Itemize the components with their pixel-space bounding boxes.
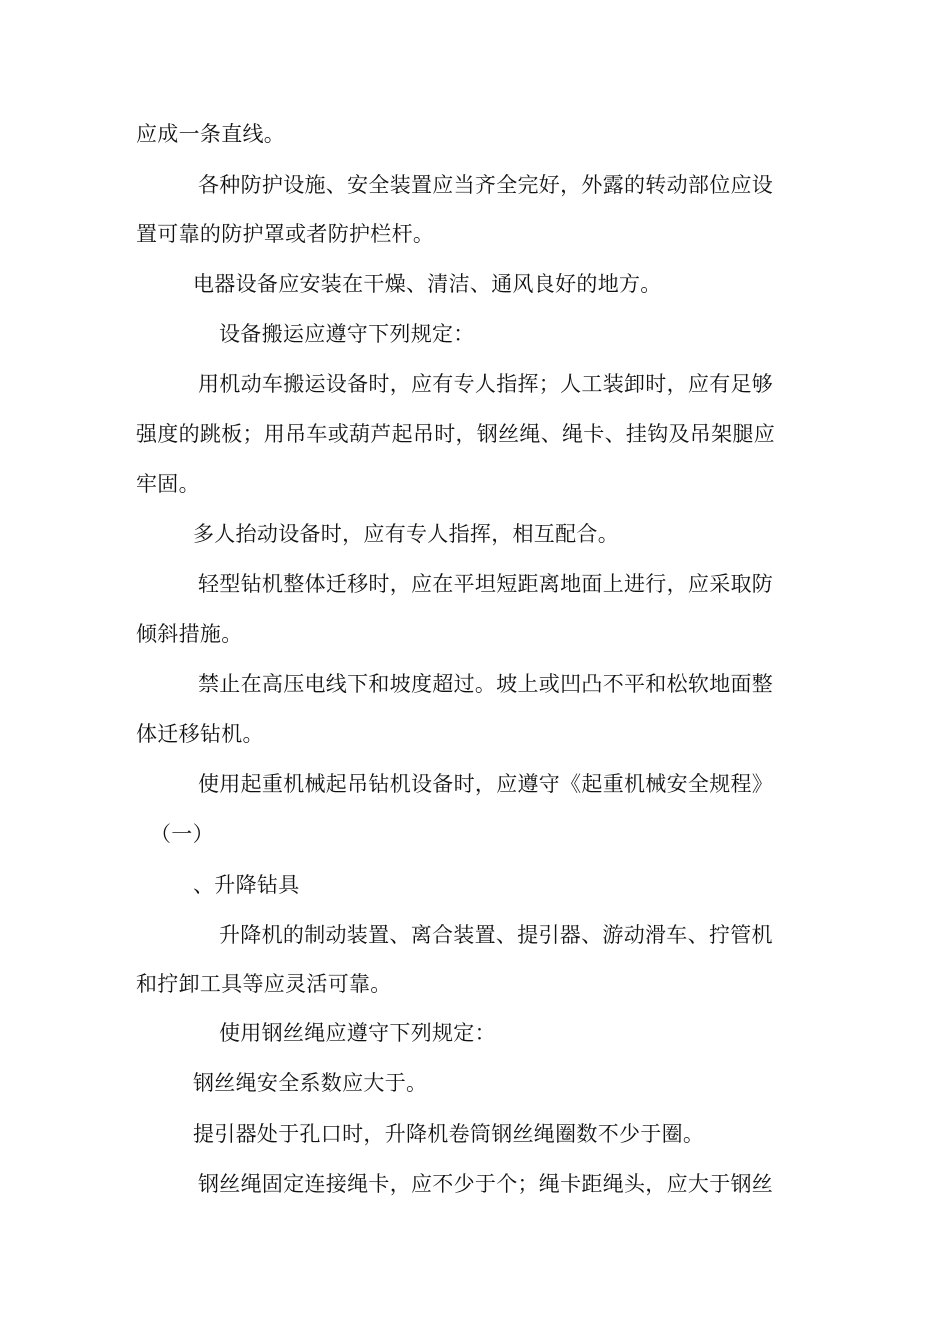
text-line-16: 、升降钻具: [193, 873, 300, 897]
text-line-11: 倾斜措施。: [136, 622, 243, 646]
text-line-2: 各种防护设施、安全装置应当齐全完好，外露的转动部位应设: [198, 173, 774, 197]
text-line-10: 轻型钻机整体迁移时，应在平坦短距离地面上进行，应采取防: [198, 572, 774, 596]
text-line-4: 电器设备应安装在干燥、清洁、通风良好的地方。: [193, 272, 662, 296]
text-line-5: 设备搬运应遵守下列规定：: [219, 322, 475, 346]
text-line-9: 多人抬动设备时，应有专人指挥，相互配合。: [193, 522, 619, 546]
text-line-17: 升降机的制动装置、离合装置、提引器、游动滑车、拧管机: [219, 923, 773, 947]
text-line-12: 禁止在高压电线下和坡度超过。坡上或凹凸不平和松软地面整: [198, 672, 774, 696]
text-line-8: 牢固。: [136, 472, 200, 496]
text-line-14: 使用起重机械起吊钻机设备时，应遵守《起重机械安全规程》: [198, 772, 774, 796]
text-line-21: 提引器处于孔口时，升降机卷筒钢丝绳圈数不少于圈。: [193, 1122, 705, 1146]
text-line-3: 置可靠的防护罩或者防护栏杆。: [136, 222, 435, 246]
text-line-18: 和拧卸工具等应灵活可靠。: [136, 972, 392, 996]
text-line-22: 钢丝绳固定连接绳卡，应不少于个；绳卡距绳头，应大于钢丝: [198, 1172, 774, 1196]
text-line-20: 钢丝绳安全系数应大于。: [193, 1071, 428, 1095]
text-line-7: 强度的跳板；用吊车或葫芦起吊时，钢丝绳、绳卡、挂钩及吊架腿应: [136, 422, 775, 446]
text-line-6: 用机动车搬运设备时，应有专人指挥；人工装卸时，应有足够: [198, 372, 774, 396]
text-line-1: 应成一条直线。: [136, 122, 286, 146]
text-line-15: （一）: [150, 822, 214, 846]
text-line-19: 使用钢丝绳应遵守下列规定：: [219, 1021, 496, 1045]
text-line-13: 体迁移钻机。: [136, 722, 264, 746]
